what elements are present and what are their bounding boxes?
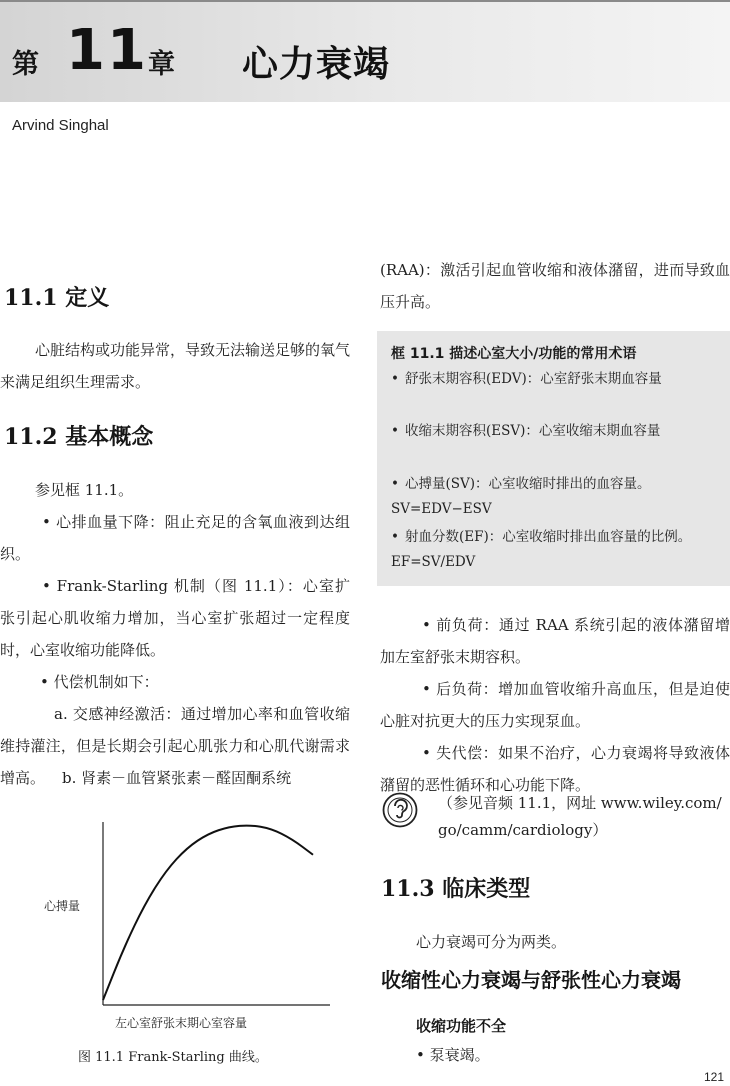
bullet-pump-failure: • 泵衰竭。 bbox=[416, 1046, 490, 1064]
subheading-systolic-dysfunction: 收缩功能不全 bbox=[416, 1017, 507, 1035]
box-title: 框 11.1 描述心室大小/功能的常用术语 bbox=[391, 346, 637, 362]
box-item-ef: • 射血分数(EF)：心室收缩时排出血容量的比例。EF=SV/EDV bbox=[391, 525, 721, 575]
box-item-edv: • 舒张末期容积(EDV)：心室舒张末期血容量 bbox=[391, 367, 721, 392]
author: Arvind Singhal bbox=[12, 117, 109, 134]
section-heading-2: 11.2 基本概念 bbox=[4, 424, 154, 450]
paragraph-raa-continued: (RAA)：激活引起血管收缩和液体潴留，进而导致血压升高。 bbox=[380, 261, 730, 311]
paragraph-preload: • 前负荷：通过 RAA 系统引起的液体潴留增加左室舒张末期容积。 bbox=[380, 616, 730, 666]
paragraph-see-box: 参见框 11.1。 bbox=[35, 481, 134, 499]
bullet-icon: • bbox=[391, 371, 399, 387]
y-axis-label: 心搏量 bbox=[44, 899, 81, 913]
bullet-icon: • bbox=[391, 423, 399, 439]
paragraph-frank-starling: • Frank-Starling 机制（图 11.1）：心室扩张引起心肌收缩力增加，当心室扩张超过一定程度时，心室收缩功能降低。 bbox=[0, 577, 350, 659]
box-11-1 bbox=[377, 331, 730, 586]
chapter-banner bbox=[0, 0, 730, 102]
subheading-systolic-diastolic: 收缩性心力衰竭与舒张性心力衰竭 bbox=[381, 968, 681, 992]
section-heading-3: 11.3 临床类型 bbox=[381, 876, 531, 902]
bullet-icon: • bbox=[391, 529, 399, 545]
box-item-esv: • 收缩末期容积(ESV)：心室收缩末期血容量 bbox=[391, 419, 721, 444]
section-heading-1: 11.1 定义 bbox=[4, 285, 110, 311]
paragraph-sympathetic: a. 交感神经激活：通过增加心率和血管收缩维持灌注，但是长期会引起心肌张力和心肌代谢需求增高。 bbox=[0, 705, 350, 787]
figure-caption: 图 11.1 Frank-Starling 曲线。 bbox=[78, 1050, 268, 1065]
chapter-word-right: 章 bbox=[148, 49, 175, 80]
paragraph-compensation: • 代偿机制如下： bbox=[40, 673, 159, 691]
paragraph-decompensation: • 失代偿：如果不治疗，心力衰竭将导致液体潴留的恶性循环和心功能下降。 bbox=[380, 744, 730, 794]
page-number: 121 bbox=[703, 1070, 724, 1084]
frank-starling-chart bbox=[40, 810, 340, 1040]
audio-reference-line2: go/camm/cardiology） bbox=[438, 821, 608, 839]
paragraph-raa-start: b. 肾素－血管紧张素－醛固酮系统 bbox=[62, 769, 292, 787]
frank-starling-curve bbox=[103, 826, 313, 1000]
paragraph-two-types: 心力衰竭可分为两类。 bbox=[416, 933, 567, 951]
audio-reference-line1: （参见音频 11.1，网址 www.wiley.com/ bbox=[438, 794, 722, 812]
bullet-icon: • bbox=[391, 476, 399, 492]
chapter-number: 11 bbox=[66, 18, 148, 83]
x-axis-label: 左心室舒张末期心室容量 bbox=[115, 1016, 248, 1030]
paragraph-cardiac-output: • 心排血量下降：阻止充足的含氧血液到达组织。 bbox=[0, 513, 350, 563]
audio-icon bbox=[382, 792, 418, 828]
box-item-sv: • 心搏量(SV)：心室收缩时排出的血容量。SV=EDV−ESV bbox=[391, 472, 721, 522]
chapter-title: 心力衰竭 bbox=[242, 44, 391, 85]
paragraph-afterload: • 后负荷：增加血管收缩升高血压，但是迫使心脏对抗更大的压力实现泵血。 bbox=[380, 680, 730, 730]
paragraph-definition: 心脏结构或功能异常，导致无法输送足够的氧气来满足组织生理需求。 bbox=[0, 341, 351, 391]
chapter-word-left: 第 bbox=[12, 49, 39, 80]
